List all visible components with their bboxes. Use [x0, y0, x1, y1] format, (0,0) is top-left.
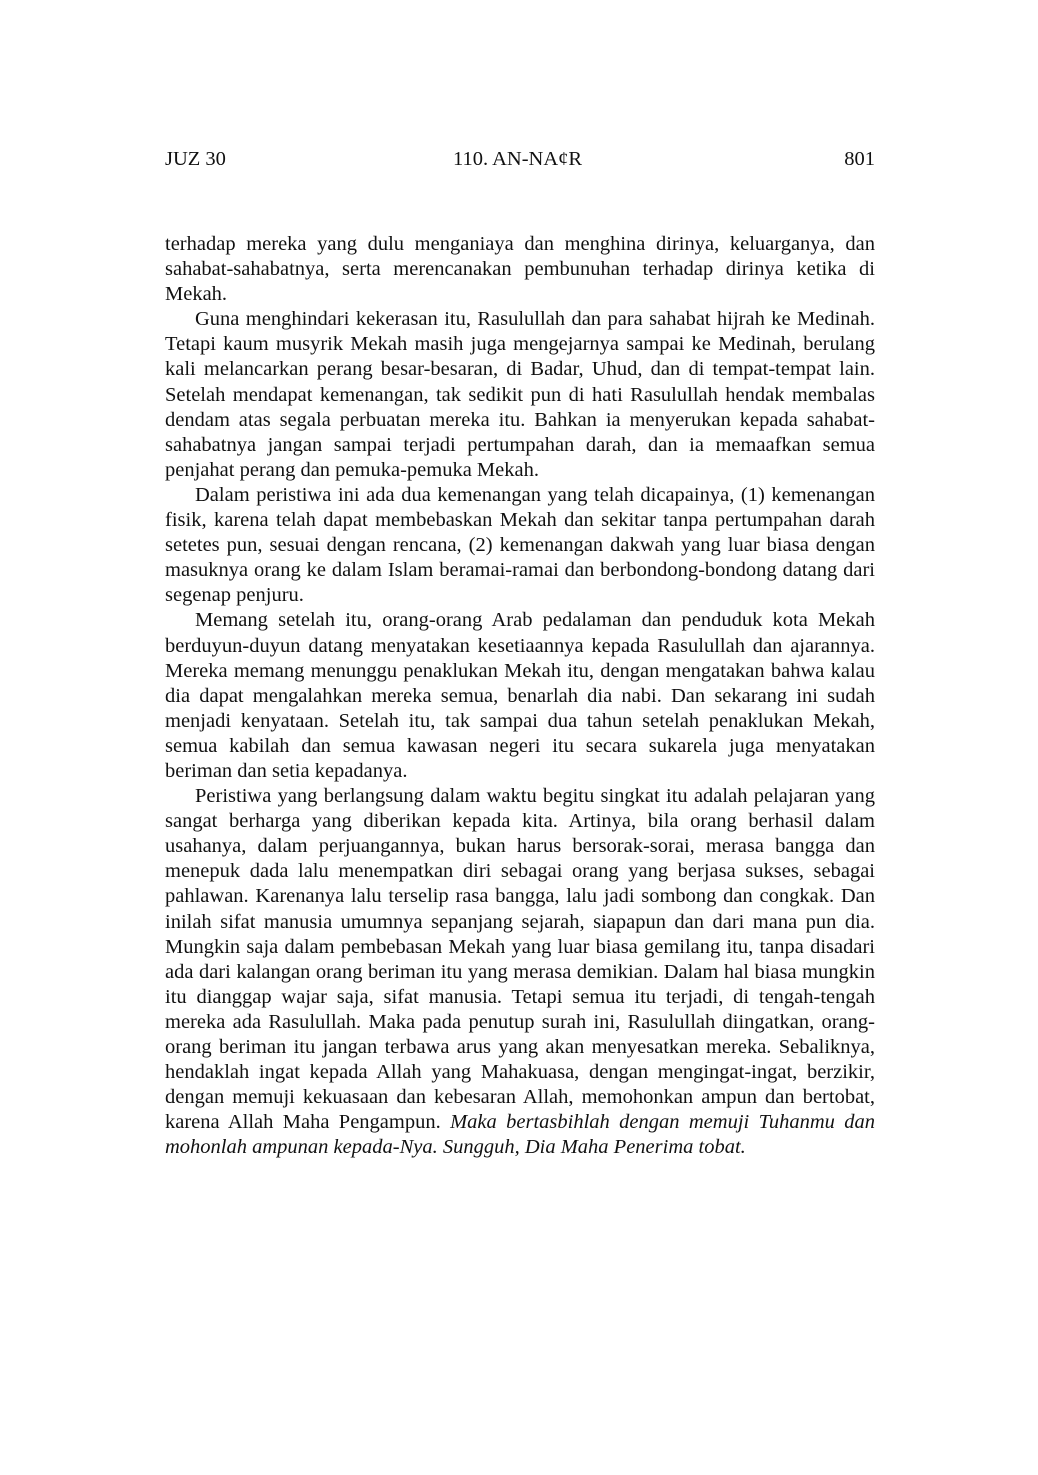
surah-title: 110. AN-NA¢R	[453, 148, 583, 170]
body-text	[165, 232, 875, 1160]
page-number: 801	[844, 148, 875, 170]
paragraph-1: terhadap mereka yang dulu menganiaya dan menghina dirinya, keluarganya, dan sahabat-sahabatnya, serta merencanakan pembunuhan terhadap dirinya ketika di Mekah.	[165, 233, 875, 306]
paragraph-3: Dalam peristiwa ini ada dua kemenangan yang telah dicapainya, (1) kemenangan fisik, karena telah dapat membebaskan Mekah dan sekitar tanpa pertumpahan darah setetes pun, sesuai dengan rencana, (2) kemenangan dakwah yang luar biasa dengan masuknya orang ke dalam Islam beramai-ramai dan berbondong-bondong datang dari segenap penjuru.	[165, 483, 875, 607]
juz-label: JUZ 30	[165, 148, 226, 170]
paragraph-2: Guna menghindari kekerasan itu, Rasulullah dan para sahabat hijrah ke Medinah. Tetapi kaum musyrik Mekah masih juga mengejarnya sampai ke Medinah, berulang kali melancarkan perang besar-besaran, di Badar, Uhud, dan di tempat-tempat lain. Setelah mendapat kemenangan, tak sedikit pun di hati Rasulullah hendak membalas dendam atas segala perbuatan mereka itu. Bahkan ia menyerukan kepada sahabat-sahabatnya jangan sampai terjadi pertumpahan darah, dan ia memaafkan semua penjahat perang dan pemuka-pemuka Mekah.	[165, 308, 875, 481]
paragraph-5	[165, 784, 875, 1160]
paragraph-5-text: Peristiwa yang berlangsung dalam waktu begitu singkat itu adalah pelajaran yang sangat berharga yang diberikan kepada kita. Artinya, bila orang berhasil dalam usahanya, dalam perjuangannya, bukan harus bersorak-sorai, merasa bangga dan menepuk dada lalu menempatkan diri sebagai orang yang berjasa sukses, sebagai pahlawan. Karenanya lalu terselip rasa bangga, lalu jadi sombong dan congkak. Dan inilah sifat manusia umumnya sepanjang sejarah, siapapun dan dari mana pun dia. Mungkin saja dalam pembebasan Mekah yang luar biasa gemilang itu, tanpa disadari ada dari kalangan orang beriman itu yang merasa demikian. Dalam hal biasa mungkin itu dianggap wajar saja, sifat manusia. Tetapi semua itu terjadi, di tengah-tengah mereka ada Rasulullah. Maka pada penutup surah ini, Rasulullah diingatkan, orang-orang beriman itu jangan terbawa arus yang akan menyesatkan mereka. Sebaliknya, hendaklah ingat kepada Allah yang Mahakuasa, dengan mengingat-ingat, berzikir, dengan memuji kekuasaan dan kebesaran Allah, memohonkan ampun dan bertobat, karena Allah Maha Pengampun.	[165, 785, 875, 1134]
page-header	[165, 146, 875, 176]
paragraph-4: Memang setelah itu, orang-orang Arab pedalaman dan penduduk kota Mekah berduyun-duyun datang menyatakan kesetiaannya kepada Rasulullah dan ajarannya. Mereka memang menunggu penaklukan Mekah itu, dengan mengatakan bahwa kalau dia dapat mengalahkan mereka semua, benarlah dia nabi. Dan sekarang ini sudah menjadi kenyataan. Setelah itu, tak sampai dua tahun setelah penaklukan Mekah, semua kabilah dan semua kawasan negeri itu secara sukarela juga menyatakan beriman dan setia kepadanya.	[165, 609, 875, 782]
quran-translation-quote: Maka bertasbihlah dengan memuji Tuhanmu dan mohonlah ampunan kepada-Nya. Sungguh, Dia Maha Penerima tobat.	[165, 1111, 876, 1159]
